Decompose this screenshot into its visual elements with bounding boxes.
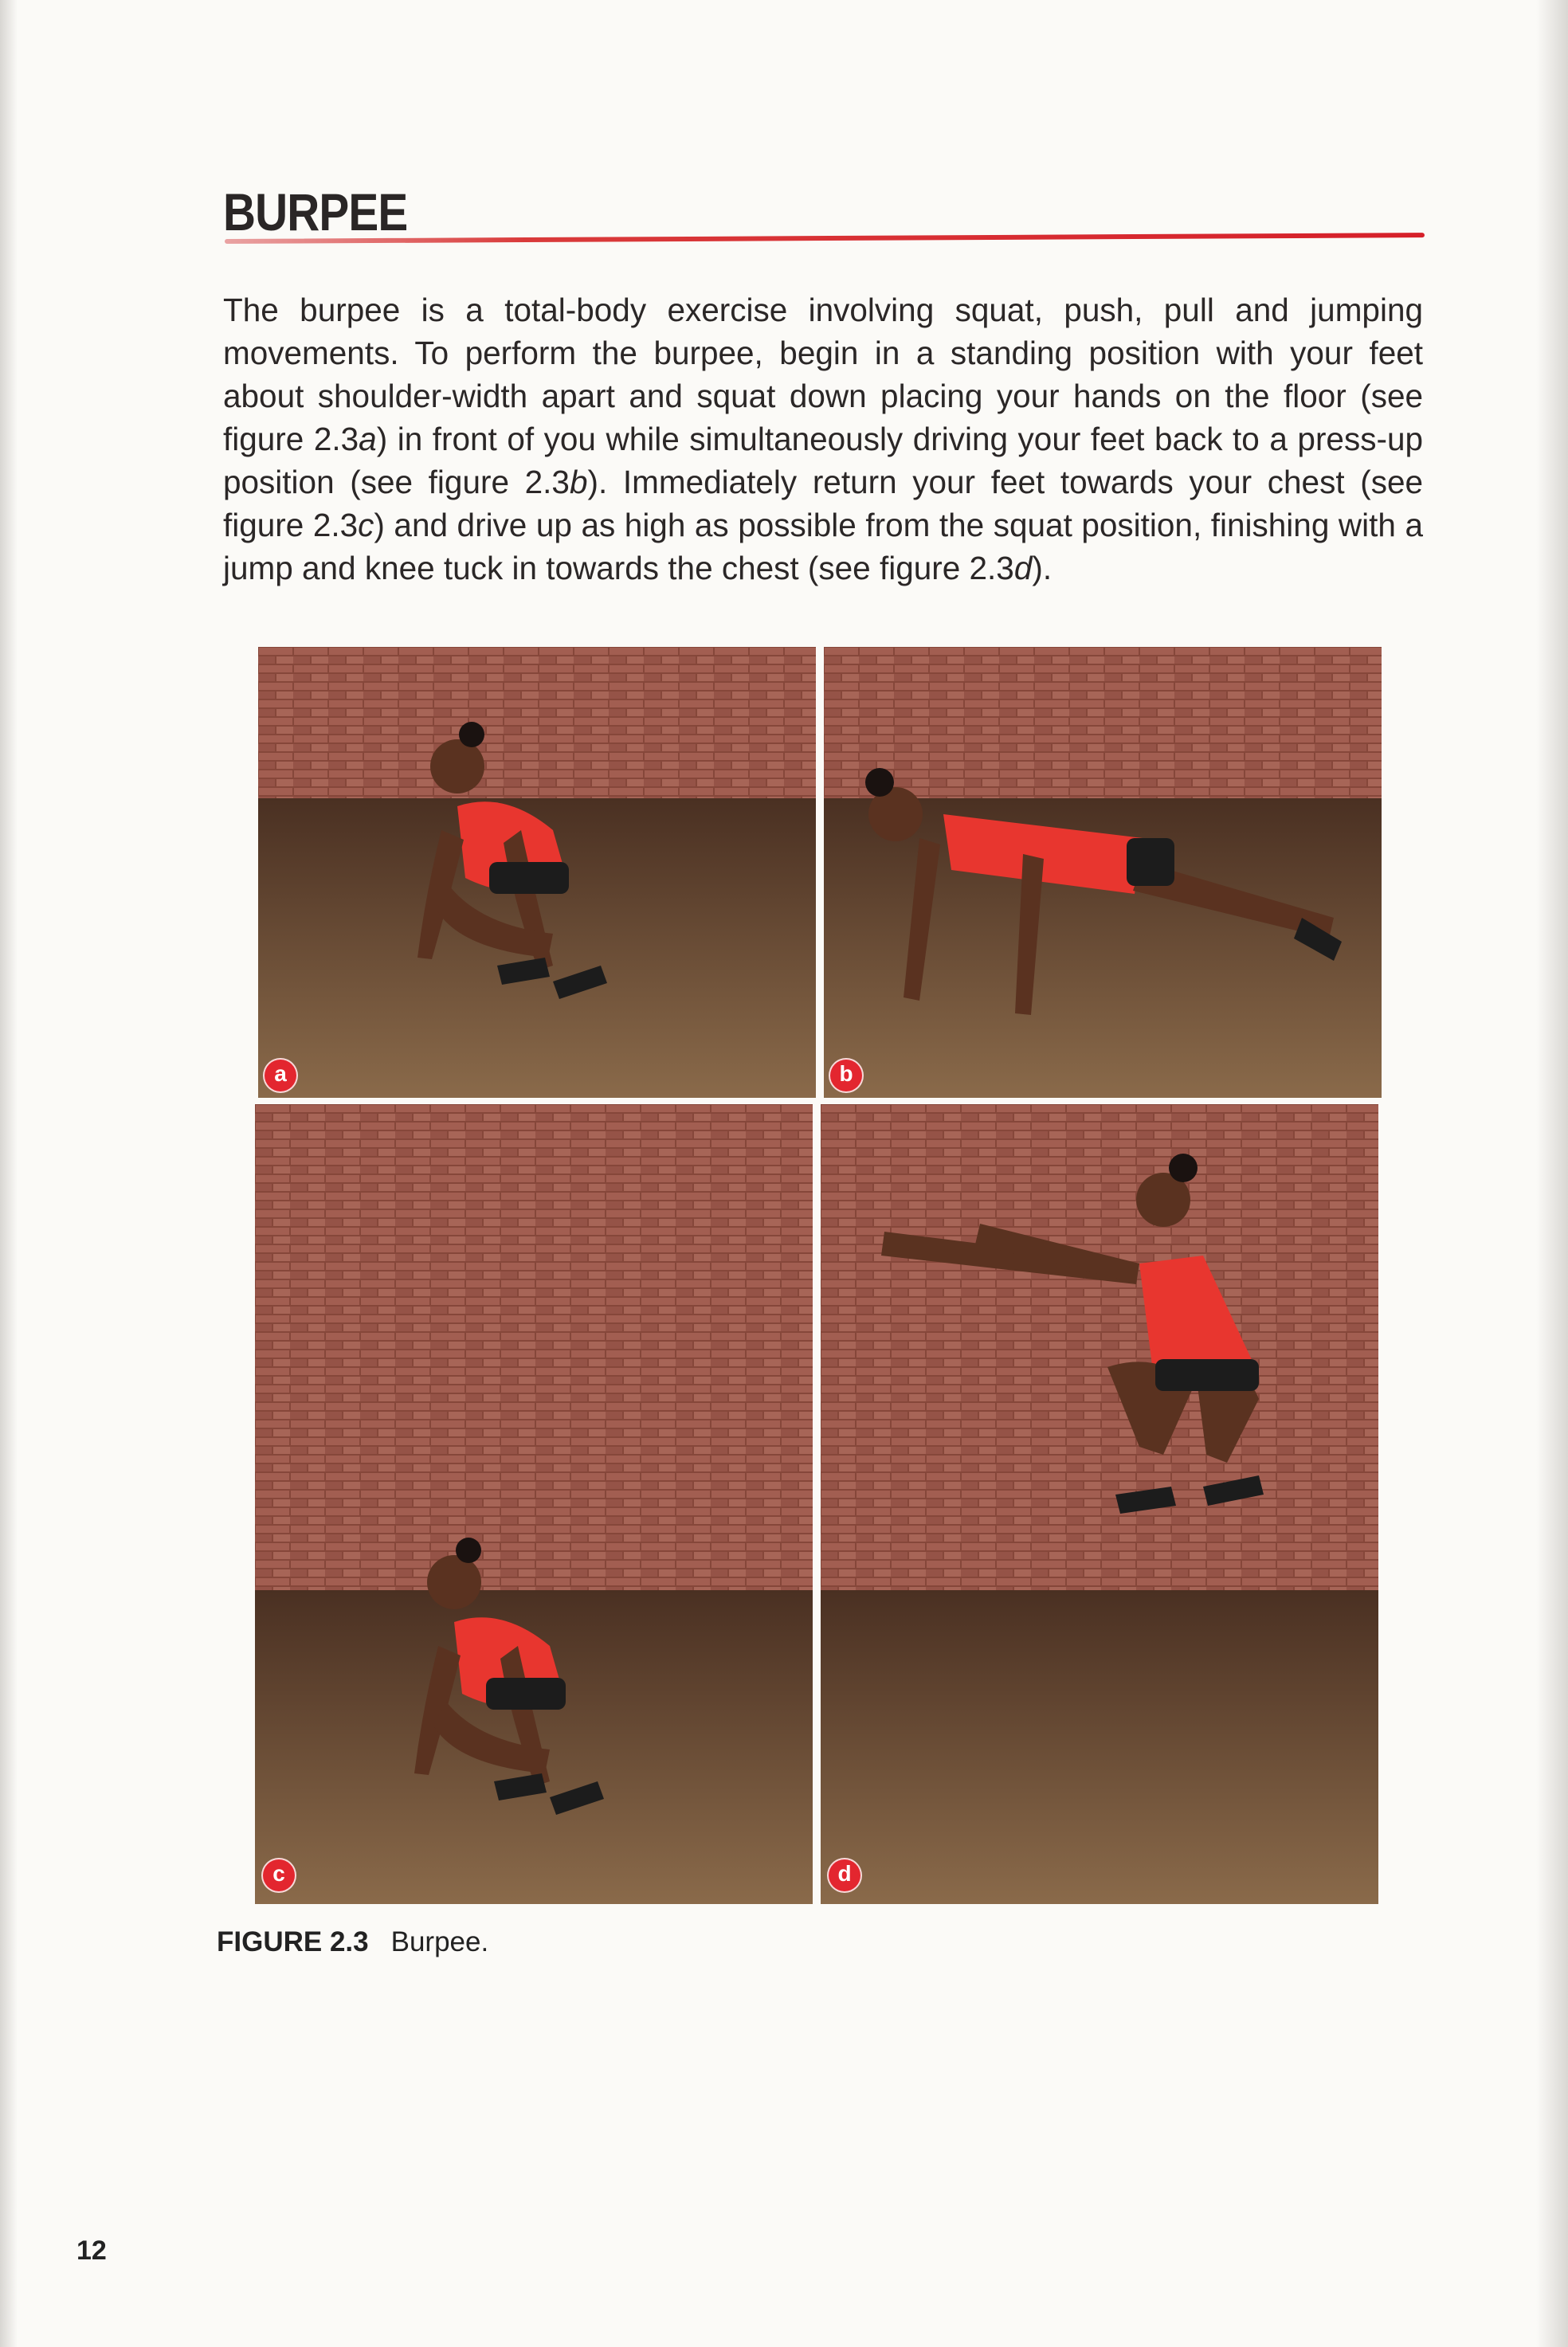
panel-label-badge: a [265, 1060, 296, 1091]
page-number: 12 [76, 2235, 107, 2266]
photo-panel-c [255, 1104, 813, 1904]
body-paragraph [223, 288, 1423, 590]
figure-ref-c: c [358, 507, 374, 543]
photo-squat-c [255, 1104, 813, 1904]
body-segment: ). Immediately return your feet towards your chest (see figure 2.3 [223, 464, 1423, 543]
body-segment: ) and drive up as high as possible from the squat position, finishing with a jump and knee tuck in towards the chest (see figure 2.3 [223, 507, 1423, 586]
figure-ref-a: a [359, 421, 377, 457]
figure-caption-label: FIGURE 2.3 [217, 1926, 369, 1957]
body-segment: ) in front of you while simultaneously driving your feet back to a press-up position (see figure 2.3 [223, 421, 1423, 500]
figure-ref-b: b [569, 464, 588, 500]
photo-squat-a [258, 647, 816, 1098]
page-shadow-right [1536, 0, 1568, 2347]
photo-jump-d [821, 1104, 1378, 1904]
photo-panel-a [258, 647, 816, 1098]
photo-pressup-b [824, 647, 1382, 1098]
photo-panel-d [821, 1104, 1378, 1904]
photo-panel-b [824, 647, 1382, 1098]
figure-caption-text: Burpee. [390, 1926, 489, 1957]
section-heading: BURPEE [223, 182, 408, 241]
panel-label-badge: d [829, 1859, 860, 1891]
figure-ref-d: d [1013, 550, 1033, 586]
body-segment: ). [1032, 550, 1053, 586]
panel-label-badge: c [263, 1859, 295, 1891]
figure-burpee [255, 644, 1385, 1904]
figure-caption [217, 1926, 488, 1958]
panel-label-badge: b [830, 1060, 862, 1091]
page-shadow-left [0, 0, 18, 2347]
body-segment: The burpee is a total-body exercise involving squat, push, pull and jumping movements. To perform the burpee, begin in a standing position with your feet about shoulder-width apart and squat down placing your hands on the floor (see figure 2.3 [223, 292, 1423, 457]
